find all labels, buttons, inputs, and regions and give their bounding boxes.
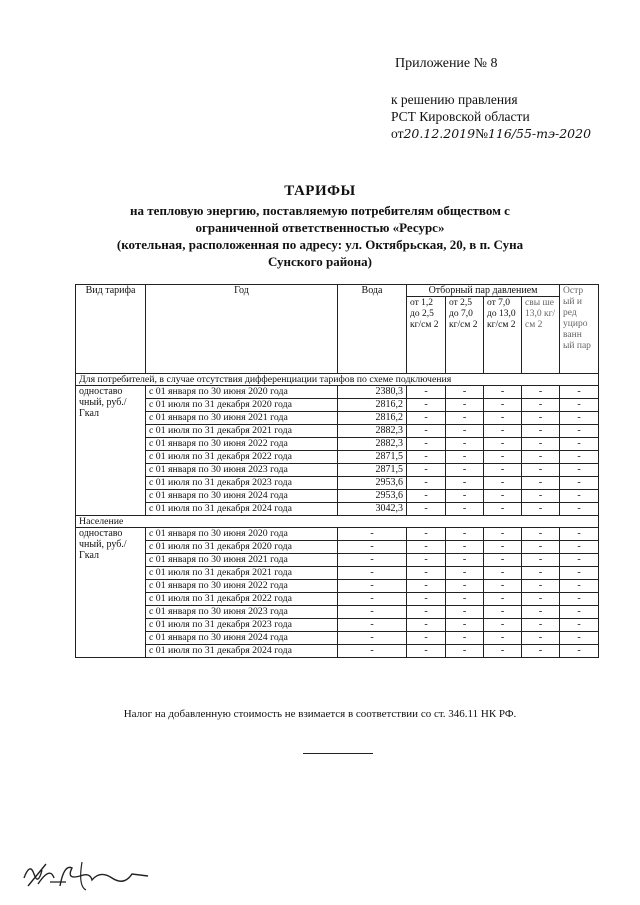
steam-value: - [560, 412, 599, 425]
period-cell: с 01 января по 30 июня 2024 года [146, 632, 338, 645]
steam-value: - [522, 645, 560, 658]
period-cell: с 01 января по 30 июня 2024 года [146, 490, 338, 503]
water-value: 2882,3 [338, 425, 407, 438]
steam-value: - [522, 425, 560, 438]
period-cell: с 01 июля по 31 декабря 2024 года [146, 503, 338, 516]
steam-value: - [560, 580, 599, 593]
steam-value: - [446, 464, 484, 477]
period-cell: с 01 января по 30 июня 2021 года [146, 412, 338, 425]
water-value: 2882,3 [338, 438, 407, 451]
table-row [76, 386, 599, 399]
steam-value: - [446, 619, 484, 632]
decision-date-prefix: от [391, 126, 404, 141]
steam-value: - [407, 490, 446, 503]
steam-value: - [484, 541, 522, 554]
steam-value: - [446, 632, 484, 645]
period-cell: с 01 июля по 31 декабря 2021 года [146, 425, 338, 438]
steam-value: - [407, 438, 446, 451]
steam-value: - [484, 503, 522, 516]
steam-value: - [407, 554, 446, 567]
steam-value: - [522, 438, 560, 451]
steam-value: - [407, 593, 446, 606]
period-cell: с 01 июля по 31 декабря 2023 года [146, 619, 338, 632]
water-value: 2871,5 [338, 464, 407, 477]
steam-value: - [484, 425, 522, 438]
steam-value: - [484, 580, 522, 593]
group-header-row [76, 516, 599, 528]
period-cell: с 01 июля по 31 декабря 2023 года [146, 477, 338, 490]
steam-value: - [560, 425, 599, 438]
table-row [76, 567, 599, 580]
steam-value: - [407, 399, 446, 412]
header-water: Вода [338, 285, 407, 374]
steam-value: - [522, 528, 560, 541]
steam-value: - [446, 386, 484, 399]
tariff-kind: одноставо чный, руб./Гкал [76, 386, 146, 516]
document-title [0, 183, 640, 270]
steam-value: - [407, 386, 446, 399]
steam-value: - [522, 632, 560, 645]
header-steam-range: от 7,0 до 13,0 кг/см 2 [484, 297, 522, 374]
steam-value: - [484, 606, 522, 619]
steam-value: - [407, 503, 446, 516]
title-line3: (котельная, расположенная по адресу: ул. Октябрьская, 20, в п. Суна [116, 237, 524, 252]
water-value: - [338, 593, 407, 606]
steam-value: - [446, 580, 484, 593]
steam-value: - [484, 438, 522, 451]
steam-value: - [560, 451, 599, 464]
steam-value: - [407, 412, 446, 425]
header-steam-range: свы ше 13,0 кг/см 2 [522, 297, 560, 374]
steam-value: - [446, 490, 484, 503]
water-value: - [338, 619, 407, 632]
steam-value: - [484, 451, 522, 464]
tariff-table-body [76, 374, 599, 658]
steam-value: - [407, 477, 446, 490]
period-cell: с 01 января по 30 июня 2020 года [146, 386, 338, 399]
water-value: - [338, 606, 407, 619]
water-value: 2871,5 [338, 451, 407, 464]
period-cell: с 01 января по 30 июня 2023 года [146, 606, 338, 619]
steam-value: - [522, 567, 560, 580]
water-value: - [338, 580, 407, 593]
steam-value: - [484, 567, 522, 580]
steam-value: - [560, 567, 599, 580]
table-row [76, 554, 599, 567]
table-row [76, 451, 599, 464]
steam-value: - [407, 567, 446, 580]
water-value: - [338, 645, 407, 658]
steam-value: - [446, 645, 484, 658]
steam-value: - [522, 464, 560, 477]
steam-value: - [560, 645, 599, 658]
steam-value: - [560, 541, 599, 554]
divider-line [303, 753, 373, 754]
steam-value: - [446, 567, 484, 580]
steam-value: - [522, 477, 560, 490]
steam-value: - [407, 645, 446, 658]
steam-value: - [407, 451, 446, 464]
period-cell: с 01 января по 30 июня 2023 года [146, 464, 338, 477]
steam-value: - [522, 386, 560, 399]
water-value: - [338, 567, 407, 580]
header-sharp-steam: Остр ый и ред уциро ванн ый пар [560, 285, 599, 374]
table-row [76, 606, 599, 619]
steam-value: - [484, 554, 522, 567]
decision-date: 20.12.2019 [403, 126, 476, 141]
steam-value: - [522, 399, 560, 412]
steam-value: - [560, 477, 599, 490]
decision-line2: РСТ Кировской области [391, 109, 530, 124]
water-value: - [338, 554, 407, 567]
table-row [76, 619, 599, 632]
steam-value: - [407, 528, 446, 541]
header-steam-range: от 1,2 до 2,5 кг/см 2 [407, 297, 446, 374]
table-row [76, 425, 599, 438]
steam-value: - [484, 412, 522, 425]
steam-value: - [484, 386, 522, 399]
steam-value: - [484, 399, 522, 412]
steam-value: - [484, 593, 522, 606]
steam-value: - [446, 412, 484, 425]
steam-value: - [522, 593, 560, 606]
decision-reference [391, 91, 591, 142]
header-steam: Отборный пар давлением [407, 285, 560, 297]
steam-value: - [446, 438, 484, 451]
steam-value: - [560, 619, 599, 632]
header-kind: Вид тарифа [76, 285, 146, 374]
header-steam-range: от 2,5 до 7,0 кг/см 2 [446, 297, 484, 374]
steam-value: - [522, 619, 560, 632]
group-title: Население [76, 516, 599, 528]
steam-value: - [407, 632, 446, 645]
steam-value: - [560, 438, 599, 451]
steam-value: - [407, 464, 446, 477]
water-value: 3042,3 [338, 503, 407, 516]
steam-value: - [446, 451, 484, 464]
group-title: Для потребителей, в случае отсутствия дифференциации тарифов по схеме подключения [76, 374, 599, 386]
title-line1: на тепловую энергию, поставляемую потребителям обществом с [130, 203, 510, 218]
steam-value: - [560, 399, 599, 412]
water-value: - [338, 632, 407, 645]
steam-value: - [560, 464, 599, 477]
steam-value: - [560, 593, 599, 606]
steam-value: - [407, 580, 446, 593]
steam-value: - [560, 490, 599, 503]
period-cell: с 01 июля по 31 декабря 2020 года [146, 399, 338, 412]
table-row [76, 490, 599, 503]
steam-value: - [407, 619, 446, 632]
steam-value: - [446, 425, 484, 438]
steam-value: - [560, 554, 599, 567]
steam-value: - [560, 528, 599, 541]
period-cell: с 01 июля по 31 декабря 2020 года [146, 541, 338, 554]
steam-value: - [522, 606, 560, 619]
period-cell: с 01 июля по 31 декабря 2024 года [146, 645, 338, 658]
steam-value: - [522, 412, 560, 425]
steam-value: - [446, 528, 484, 541]
steam-value: - [522, 451, 560, 464]
period-cell: с 01 января по 30 июня 2020 года [146, 528, 338, 541]
period-cell: с 01 января по 30 июня 2022 года [146, 580, 338, 593]
steam-value: - [484, 464, 522, 477]
steam-value: - [446, 606, 484, 619]
steam-value: - [446, 503, 484, 516]
period-cell: с 01 июля по 31 декабря 2022 года [146, 593, 338, 606]
water-value: 2953,6 [338, 477, 407, 490]
steam-value: - [484, 477, 522, 490]
table-row [76, 464, 599, 477]
tariff-kind: одноставо чный, руб./Гкал [76, 528, 146, 658]
signature-icon [20, 856, 160, 896]
steam-value: - [484, 528, 522, 541]
steam-value: - [446, 541, 484, 554]
table-row [76, 438, 599, 451]
steam-value: - [484, 645, 522, 658]
header-row [76, 285, 599, 297]
period-cell: с 01 января по 30 июня 2021 года [146, 554, 338, 567]
steam-value: - [407, 425, 446, 438]
water-value: 2816,2 [338, 399, 407, 412]
steam-value: - [484, 490, 522, 503]
header-year: Год [146, 285, 338, 374]
steam-value: - [522, 580, 560, 593]
steam-value: - [522, 503, 560, 516]
steam-value: - [560, 632, 599, 645]
annex-label: Приложение № 8 [395, 56, 498, 71]
steam-value: - [446, 554, 484, 567]
water-value: 2380,3 [338, 386, 407, 399]
steam-value: - [484, 632, 522, 645]
steam-value: - [407, 541, 446, 554]
water-value: 2953,6 [338, 490, 407, 503]
decision-line1: к решению правления [391, 92, 518, 107]
steam-value: - [522, 490, 560, 503]
title-main: ТАРИФЫ [284, 183, 356, 199]
steam-value: - [522, 554, 560, 567]
steam-value: - [560, 503, 599, 516]
tariff-table [75, 284, 599, 658]
table-row [76, 593, 599, 606]
table-row [76, 528, 599, 541]
table-row [76, 477, 599, 490]
table-row [76, 541, 599, 554]
steam-value: - [560, 606, 599, 619]
table-row [76, 503, 599, 516]
water-value: - [338, 528, 407, 541]
steam-value: - [560, 386, 599, 399]
title-line2: ограниченной ответственностью «Ресурс» [195, 220, 445, 235]
decision-number-prefix: № [475, 126, 488, 141]
period-cell: с 01 июля по 31 декабря 2021 года [146, 567, 338, 580]
group-header-row [76, 374, 599, 386]
decision-number: 116/55-тэ-2020 [487, 126, 592, 141]
water-value: 2816,2 [338, 412, 407, 425]
table-row [76, 412, 599, 425]
table-row [76, 580, 599, 593]
steam-value: - [484, 619, 522, 632]
table-row [76, 632, 599, 645]
period-cell: с 01 июля по 31 декабря 2022 года [146, 451, 338, 464]
steam-value: - [446, 477, 484, 490]
steam-value: - [407, 606, 446, 619]
table-row [76, 645, 599, 658]
steam-value: - [522, 541, 560, 554]
steam-value: - [446, 593, 484, 606]
period-cell: с 01 января по 30 июня 2022 года [146, 438, 338, 451]
water-value: - [338, 541, 407, 554]
vat-note: Налог на добавленную стоимость не взимается в соответствии со ст. 346.11 НК РФ. [123, 708, 517, 720]
steam-value: - [446, 399, 484, 412]
decision-line3 [391, 125, 591, 142]
table-row [76, 399, 599, 412]
title-line4: Сунского района) [267, 254, 372, 269]
